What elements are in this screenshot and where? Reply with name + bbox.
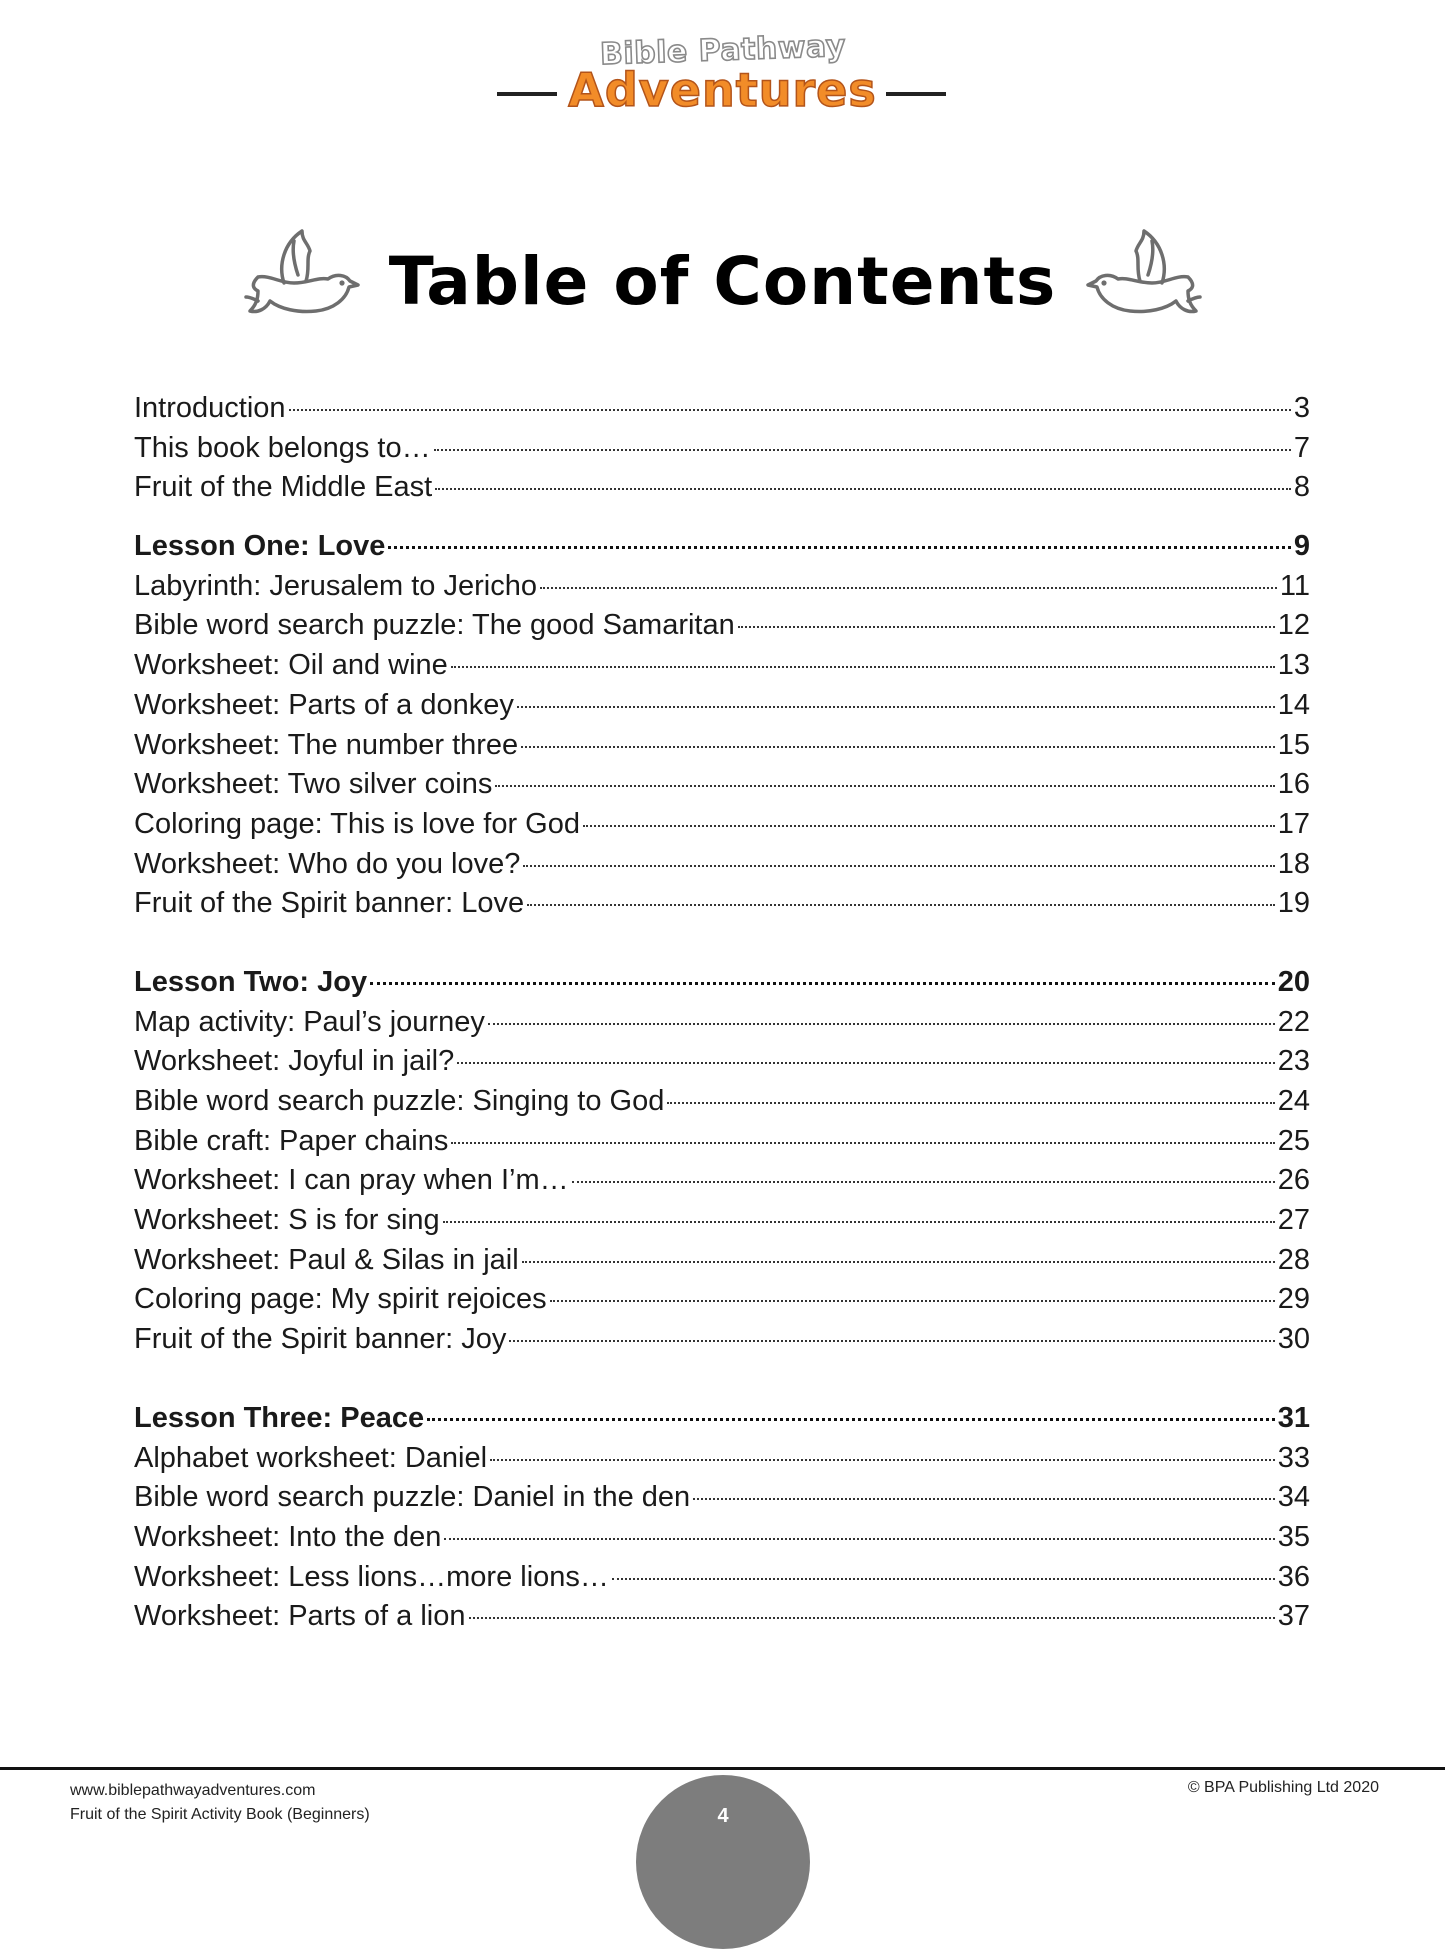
dot-leader bbox=[517, 706, 1275, 708]
toc-entry[interactable] bbox=[134, 1561, 1310, 1601]
toc-entry-label: Worksheet: Parts of a lion bbox=[134, 1600, 466, 1633]
toc-entry-page: 3 bbox=[1293, 392, 1310, 424]
lesson-title: Lesson Two: Joy bbox=[134, 965, 368, 998]
dot-leader bbox=[693, 1498, 1275, 1500]
toc-entry-page: 7 bbox=[1293, 431, 1310, 464]
toc-entry[interactable] bbox=[134, 887, 1310, 927]
logo-divider-left bbox=[497, 92, 557, 96]
toc-entry-page: 33 bbox=[1277, 1441, 1310, 1474]
toc-entry-label: Bible craft: Paper chains bbox=[134, 1124, 449, 1157]
toc-entry-page: 36 bbox=[1277, 1560, 1310, 1593]
dot-leader bbox=[435, 488, 1291, 490]
toc-entry-label: Worksheet: The number three bbox=[134, 728, 519, 761]
toc-entry[interactable] bbox=[134, 1600, 1310, 1640]
lesson-title: Lesson One: Love bbox=[134, 530, 386, 563]
toc-entry[interactable] bbox=[134, 689, 1310, 729]
dot-leader bbox=[451, 1142, 1274, 1144]
toc-entry[interactable] bbox=[134, 808, 1310, 848]
toc-entry-page: 19 bbox=[1277, 887, 1310, 920]
page-number: 4 bbox=[717, 1805, 729, 1827]
dot-leader bbox=[523, 865, 1274, 867]
brand-logo bbox=[0, 28, 1445, 117]
title-row bbox=[0, 225, 1445, 335]
table-of-contents bbox=[134, 392, 1310, 1640]
toc-entry[interactable] bbox=[134, 1204, 1310, 1244]
dot-leader bbox=[667, 1102, 1274, 1104]
toc-entry-label: Bible word search puzzle: The good Samaritan bbox=[134, 609, 735, 642]
toc-entry-label: Worksheet: Paul & Silas in jail bbox=[134, 1243, 519, 1276]
toc-entry-page: 14 bbox=[1277, 688, 1310, 721]
toc-entry[interactable] bbox=[134, 471, 1310, 511]
dot-leader bbox=[370, 982, 1275, 985]
toc-entry-label: Worksheet: Who do you love? bbox=[134, 847, 521, 880]
toc-entry-page: 26 bbox=[1277, 1164, 1310, 1197]
toc-entry-label: Worksheet: Parts of a donkey bbox=[134, 688, 514, 721]
toc-entry-label: Worksheet: S is for sing bbox=[134, 1204, 440, 1237]
dot-leader bbox=[572, 1181, 1275, 1183]
dot-leader bbox=[289, 409, 1291, 411]
toc-entry-label: Fruit of the Middle East bbox=[134, 471, 433, 504]
toc-entry[interactable] bbox=[134, 1323, 1310, 1363]
lesson-title: Lesson Three: Peace bbox=[134, 1401, 425, 1434]
toc-entry-page: 34 bbox=[1277, 1481, 1310, 1514]
page-number-badge bbox=[636, 1775, 810, 1949]
toc-entry-label: Worksheet: Two silver coins bbox=[134, 768, 493, 801]
toc-entry-label: Fruit of the Spirit banner: Love bbox=[134, 887, 525, 920]
book-title: Fruit of the Spirit Activity Book (Beginners) bbox=[70, 1806, 370, 1823]
toc-entry-page: 28 bbox=[1277, 1243, 1310, 1276]
toc-entry-page: 27 bbox=[1277, 1204, 1310, 1237]
toc-entry[interactable] bbox=[134, 1045, 1310, 1085]
dot-leader bbox=[443, 1221, 1275, 1223]
toc-entry-page: 11 bbox=[1279, 569, 1310, 602]
toc-entry[interactable] bbox=[134, 609, 1310, 649]
toc-entry[interactable] bbox=[134, 1283, 1310, 1323]
dot-leader bbox=[488, 1023, 1275, 1025]
toc-entry-label: This book belongs to… bbox=[134, 431, 431, 464]
dot-leader bbox=[521, 746, 1275, 748]
lesson-page: 31 bbox=[1277, 1401, 1310, 1434]
dot-leader bbox=[457, 1062, 1275, 1064]
dot-leader bbox=[434, 449, 1291, 451]
toc-entry-label: Alphabet worksheet: Daniel bbox=[134, 1441, 488, 1474]
toc-entry[interactable] bbox=[134, 1085, 1310, 1125]
toc-entry-page: 22 bbox=[1277, 1005, 1310, 1038]
dot-leader bbox=[527, 904, 1275, 906]
dot-leader bbox=[388, 546, 1290, 549]
dot-leader bbox=[583, 825, 1275, 827]
page-title: Table of Contents bbox=[388, 243, 1057, 320]
toc-entry[interactable] bbox=[134, 1442, 1310, 1482]
toc-entry-label: Worksheet: Into the den bbox=[134, 1520, 442, 1553]
toc-entry-label: Coloring page: This is love for God bbox=[134, 807, 580, 840]
footer-divider bbox=[0, 1767, 1445, 1770]
toc-entry-label: Labyrinth: Jerusalem to Jericho bbox=[134, 569, 537, 602]
dot-leader bbox=[540, 587, 1277, 589]
logo-divider-right bbox=[886, 92, 946, 96]
toc-entry[interactable] bbox=[134, 570, 1310, 610]
toc-entry[interactable] bbox=[134, 1481, 1310, 1521]
dot-leader bbox=[738, 626, 1275, 628]
copyright: © BPA Publishing Ltd 2020 bbox=[1187, 1779, 1379, 1796]
toc-lesson-heading[interactable] bbox=[134, 1402, 1310, 1442]
toc-entry[interactable] bbox=[134, 848, 1310, 888]
dot-leader bbox=[550, 1300, 1275, 1302]
toc-entry[interactable] bbox=[134, 649, 1310, 689]
dot-leader bbox=[451, 666, 1275, 668]
dot-leader bbox=[490, 1459, 1275, 1461]
toc-entry-page: 17 bbox=[1277, 807, 1310, 840]
toc-entry-label: Bible word search puzzle: Singing to God bbox=[134, 1085, 665, 1117]
toc-entry[interactable] bbox=[134, 1164, 1310, 1204]
dot-leader bbox=[612, 1578, 1275, 1580]
toc-entry-label: Worksheet: Less lions…more lions… bbox=[134, 1560, 609, 1593]
dot-leader bbox=[495, 785, 1274, 787]
toc-entry[interactable] bbox=[134, 1521, 1310, 1561]
toc-entry-page: 13 bbox=[1277, 649, 1310, 682]
dot-leader bbox=[522, 1261, 1275, 1263]
toc-entry-label: Fruit of the Spirit banner: Joy bbox=[134, 1323, 507, 1356]
toc-entry[interactable] bbox=[134, 1006, 1310, 1046]
toc-entry[interactable] bbox=[134, 392, 1310, 432]
logo-line-2: Adventures bbox=[568, 63, 877, 117]
toc-entry-label: Worksheet: I can pray when I’m… bbox=[134, 1164, 569, 1197]
toc-entry-label: Worksheet: Oil and wine bbox=[134, 649, 448, 682]
dot-leader bbox=[509, 1340, 1274, 1342]
lesson-page: 20 bbox=[1277, 965, 1310, 998]
toc-entry-page: 15 bbox=[1277, 728, 1310, 761]
toc-entry-page: 25 bbox=[1277, 1124, 1310, 1157]
toc-entry[interactable] bbox=[134, 729, 1310, 769]
toc-entry-page: 30 bbox=[1277, 1323, 1310, 1356]
toc-entry[interactable] bbox=[134, 1244, 1310, 1284]
logo-line-1: Bible Pathway bbox=[598, 28, 846, 73]
toc-entry-label: Map activity: Paul’s journey bbox=[134, 1005, 485, 1038]
toc-entry-page: 12 bbox=[1277, 609, 1310, 642]
toc-entry[interactable] bbox=[134, 768, 1310, 808]
toc-entry-page: 37 bbox=[1277, 1600, 1310, 1633]
toc-lesson-heading[interactable] bbox=[134, 530, 1310, 570]
toc-entry-page: 16 bbox=[1277, 768, 1310, 801]
toc-entry-page: 24 bbox=[1277, 1085, 1310, 1117]
toc-entry-label: Worksheet: Joyful in jail? bbox=[134, 1045, 455, 1078]
toc-entry[interactable] bbox=[134, 432, 1310, 472]
toc-entry-label: Introduction bbox=[134, 392, 286, 424]
footer-left bbox=[70, 1779, 370, 1827]
dot-leader bbox=[469, 1617, 1275, 1619]
toc-entry-page: 23 bbox=[1277, 1045, 1310, 1078]
toc-lesson-heading[interactable] bbox=[134, 966, 1310, 1006]
dove-icon bbox=[1085, 225, 1210, 325]
lesson-page: 9 bbox=[1293, 530, 1310, 563]
toc-entry-label: Bible word search puzzle: Daniel in the den bbox=[134, 1481, 691, 1514]
toc-entry-page: 35 bbox=[1277, 1520, 1310, 1553]
dot-leader bbox=[444, 1538, 1274, 1540]
toc-entry-label: Coloring page: My spirit rejoices bbox=[134, 1283, 547, 1316]
toc-entry[interactable] bbox=[134, 1125, 1310, 1165]
toc-entry-page: 8 bbox=[1293, 471, 1310, 504]
website-link[interactable]: www.biblepathwayadventures.com bbox=[70, 1782, 316, 1799]
dot-leader bbox=[427, 1418, 1275, 1421]
toc-entry-page: 18 bbox=[1277, 847, 1310, 880]
toc-entry-page: 29 bbox=[1277, 1283, 1310, 1316]
